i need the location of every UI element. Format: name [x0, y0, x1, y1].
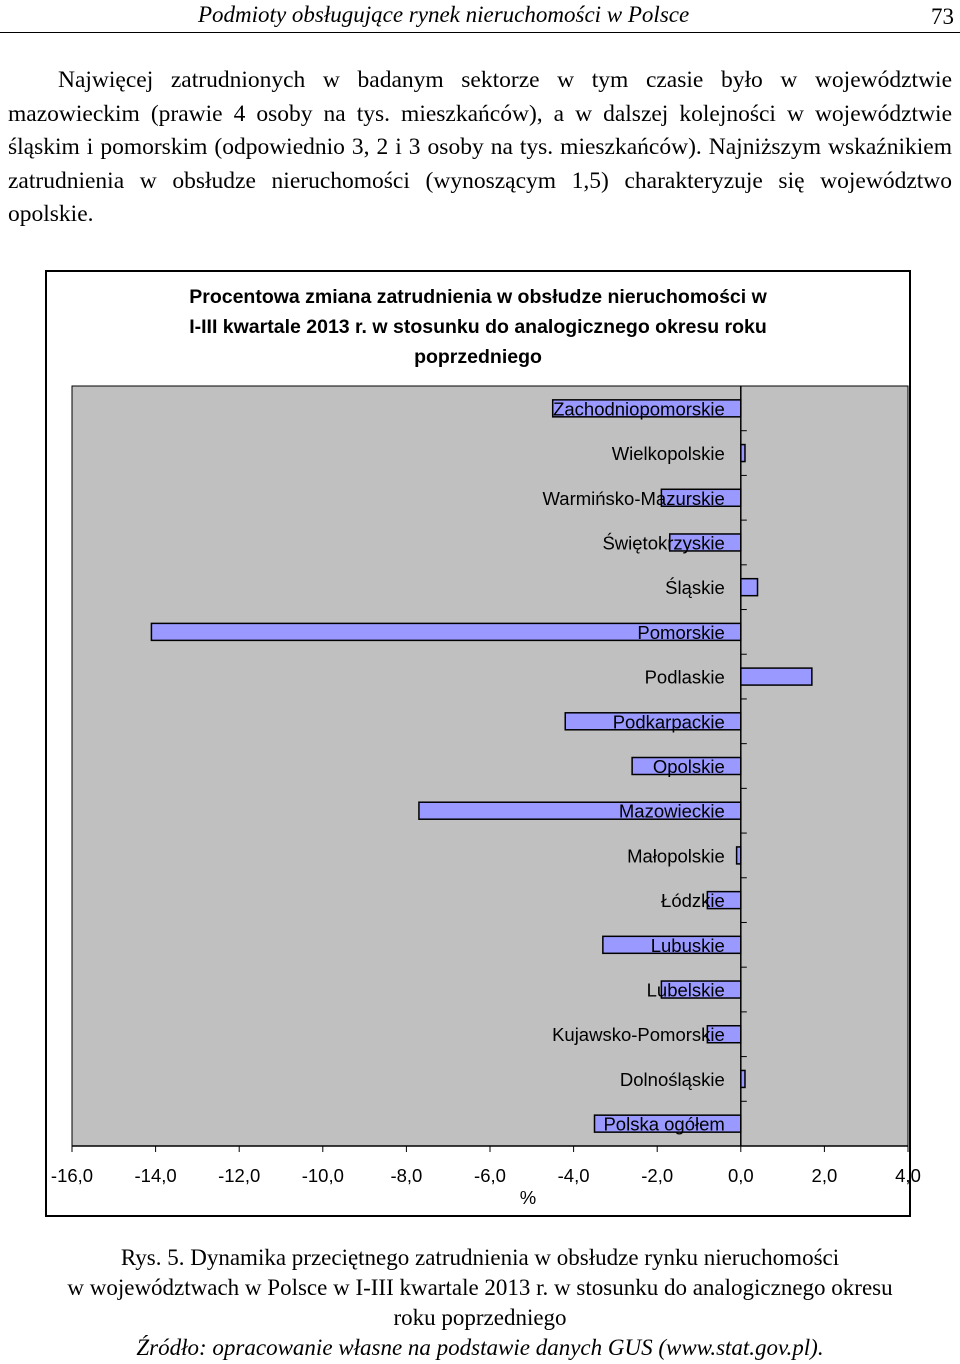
category-label: Śląskie: [665, 577, 725, 599]
category-label: Łódzkie: [661, 890, 725, 912]
category-label: Polska ogółem: [603, 1113, 725, 1135]
category-label: Świętokrzyskie: [602, 532, 725, 554]
tick-label: 2,0: [811, 1165, 838, 1186]
caption-line-2: w województwach w Polsce w I-III kwartale 2013 r. w stosunku do analogicznego okresu: [67, 1275, 893, 1300]
chart-title-line-3: poprzedniego: [414, 346, 542, 368]
category-label: Mazowieckie: [618, 800, 725, 822]
tick-label: -16,0: [50, 1165, 94, 1186]
chart-title-line-2: I-III kwartale 2013 r. w stosunku do analogicznego okresu roku: [189, 316, 767, 338]
tick-label: -14,0: [134, 1165, 177, 1186]
caption-line-1: Rys. 5. Dynamika przeciętnego zatrudnienia w obsłudze rynku nieruchomości: [120, 1245, 840, 1270]
tick-label: -6,0: [474, 1165, 506, 1186]
category-label: Pomorskie: [637, 621, 725, 643]
chart-title-line-1: Procentowa zmiana zatrudnienia w obsłudze nieruchomości w: [189, 286, 767, 308]
plot-area: [72, 386, 908, 1146]
figure-source: Źródło: opracowanie własne na podstawie danych GUS (www.stat.gov.pl).: [136, 1335, 824, 1360]
bar: [741, 579, 758, 596]
tick-label: -10,0: [301, 1165, 344, 1186]
tick-label: 0,0: [727, 1165, 754, 1186]
body-paragraph: Najwięcej zatrudnionych w badanym sektorze w tym czasie było w województwie mazowieckim (prawie 4 osoby na tys. mieszkańców), a w dalszej kolejności w województwie śląskim i pomorskim (odpowiednio 3, 2 i 3 osoby na tys. mieszkańców). Najniższym wskaźnikiem zatrudnienia w obsłudze nieruchomości (wynoszącym 1,5) charakteryzuje się województwo opolskie.: [8, 67, 952, 227]
caption-line-3: roku poprzedniego: [393, 1305, 567, 1330]
category-label: Lubelskie: [646, 979, 725, 1001]
tick-labels-layer: [51, 1165, 921, 1186]
category-label: Kujawsko-Pomorskie: [552, 1024, 725, 1046]
category-label: Warmińsko-Mazurskie: [542, 487, 725, 509]
bar: [741, 668, 812, 685]
tick-label: -4,0: [557, 1165, 590, 1186]
tick-label: -2,0: [641, 1165, 674, 1186]
category-label: Lubuskie: [650, 934, 725, 956]
category-label: Opolskie: [652, 756, 725, 777]
tick-label: 4,0: [895, 1165, 921, 1186]
page-number: 73: [931, 4, 954, 29]
category-label: Małopolskie: [627, 845, 725, 867]
category-label: Wielkopolskie: [611, 443, 725, 465]
category-label: Podlaskie: [644, 666, 725, 688]
category-label: Dolnośląskie: [619, 1068, 725, 1090]
tick-label: -12,0: [218, 1165, 261, 1186]
figure-caption: [0, 1243, 960, 1333]
tick-label: -8,0: [390, 1165, 423, 1186]
running-title: Podmioty obsługujące rynek nieruchomości w Polsce: [198, 2, 690, 27]
category-label: Zachodniopomorskie: [553, 398, 725, 420]
x-axis-label: %: [519, 1187, 537, 1208]
category-label: Podkarpackie: [612, 711, 725, 733]
